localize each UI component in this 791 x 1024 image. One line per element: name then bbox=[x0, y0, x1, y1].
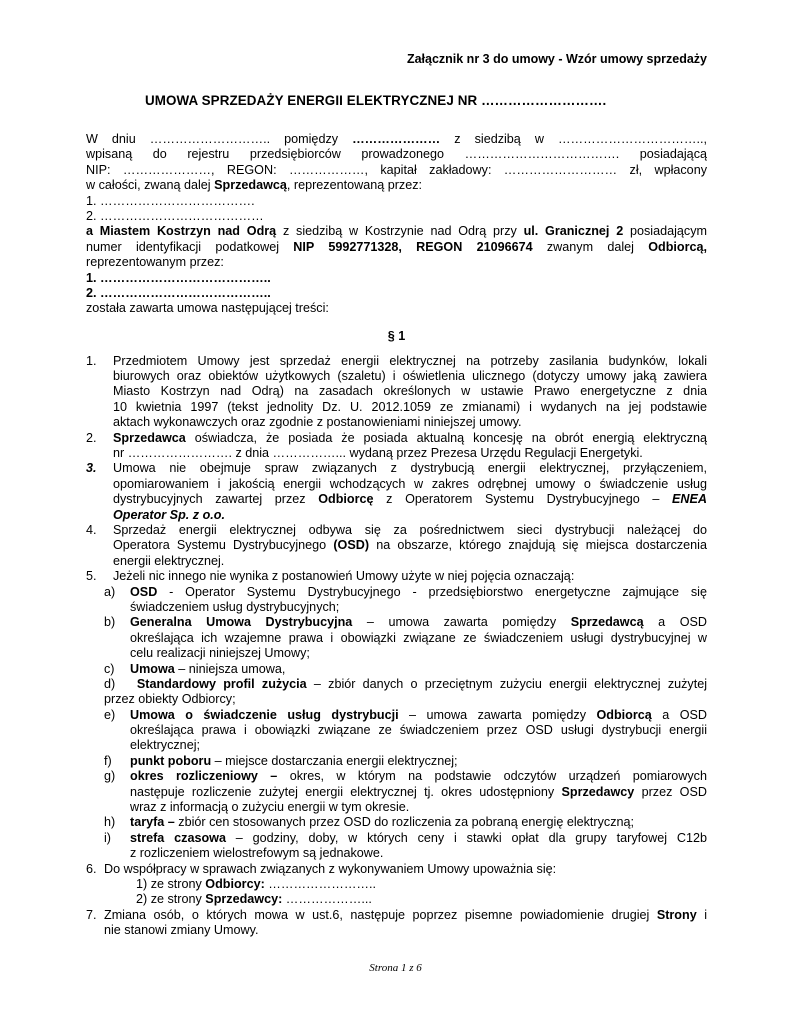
clause-number: 3. bbox=[86, 461, 97, 476]
definition-letter: e) bbox=[104, 707, 116, 722]
seller-representative-2: 2. ………………………………… bbox=[86, 208, 264, 223]
clause-number: 1. bbox=[86, 353, 97, 368]
definition-letter: h) bbox=[104, 815, 116, 830]
section-heading: § 1 bbox=[387, 328, 406, 343]
definition-a bbox=[86, 585, 707, 616]
definition-line: punkt poboru – miejsce dostarczania energii elektrycznej; bbox=[130, 753, 458, 768]
clause-5 bbox=[86, 569, 707, 584]
clauses-list bbox=[86, 354, 707, 939]
definition-line: świadczeniem usług dystrybucyjnych; bbox=[130, 599, 340, 614]
definition-line: wraz z informacją o zużyciu energii w tym okresie. bbox=[130, 800, 410, 815]
definition-h bbox=[86, 815, 707, 830]
clause-line: Sprzedawca oświadcza, że posiada że posiada aktualną koncesję na obrót energią elektryczną bbox=[113, 430, 707, 445]
page-number-footer: Strona 1 z 6 bbox=[369, 962, 422, 974]
seller-representative-1: 1. ………………………………. bbox=[86, 193, 255, 208]
definition-c bbox=[86, 662, 707, 677]
definition-line: przez obiekty Odbiorcy; bbox=[104, 692, 236, 707]
clause-3 bbox=[86, 461, 707, 523]
intro-line-8: numer identyfikacji podatkowej NIP 5992771328, REGON 21096674 zwanym dalej Odbiorcą, bbox=[86, 239, 707, 254]
clause-line: biurowych oraz obiektów użytkowych (szaletu) i oświetlenia ulicznego (dotyczy umowy jaką zawiera bbox=[113, 369, 707, 384]
clause-line: Zmiana osób, o których mowa w ust.6, następuje poprzez pisemne powiadomienie drugiej Strony i bbox=[104, 907, 707, 922]
definition-e bbox=[86, 708, 707, 754]
definition-line: taryfa – zbiór cen stosowanych przez OSD do rozliczenia za pobraną energię elektryczną; bbox=[130, 815, 635, 830]
definition-line: Generalna Umowa Dystrybucyjna – umowa zawarta pomiędzy Sprzedawcą a OSD bbox=[130, 615, 707, 630]
definition-letter: i) bbox=[104, 830, 111, 845]
clause-line: opomiarowaniem i jakością energii wchodzących w zakres odrębnej umowy o świadczenie usług bbox=[113, 476, 707, 491]
clause-number: 2. bbox=[86, 430, 97, 445]
definition-line: określająca prawa i obowiązki związane ze świadczeniem przez OSD usługi dystrybucji energii bbox=[130, 723, 707, 738]
annex-header: Załącznik nr 3 do umowy - Wzór umowy sprzedaży bbox=[406, 52, 707, 66]
definition-line: strefa czasowa – godziny, doby, w których ceny i stawki opłat dla grupy taryfowej C12b bbox=[130, 830, 707, 845]
contract-title: UMOWA SPRZEDAŻY ENERGII ELEKTRYCZNEJ NR ………………………. bbox=[145, 93, 607, 108]
definition-i bbox=[86, 831, 707, 862]
contact-person-seller: 2) ze strony Sprzedawcy: ………………... bbox=[136, 892, 372, 907]
definition-b bbox=[86, 615, 707, 661]
definition-line: następuje rozliczenie zużytej energii elektrycznej tj. okres udostępniony Sprzedawcy przez OSD bbox=[130, 784, 707, 799]
clause-line: nr ……………………. z dnia ……………... wydaną przez Prezesa Urzędu Regulacji Energetyki. bbox=[113, 446, 643, 461]
intro-line-12: została zawarta umowa następującej treści: bbox=[86, 301, 329, 316]
definition-line: określająca ich wzajemne prawa i obowiązki związane ze świadczeniem usługi dystrybucyjnej w bbox=[130, 630, 707, 645]
definition-line: celu realizacji niniejszej Umowy; bbox=[130, 646, 310, 661]
clause-number: 4. bbox=[86, 522, 97, 537]
definition-line: z rozliczeniem wielostrefowym są jednakowe. bbox=[130, 846, 384, 861]
definition-line: okres rozliczeniowy – okres, w którym na podstawie odczytów urządzeń pomiarowych bbox=[130, 769, 707, 784]
clause-line: aktach wykonawczych oraz zgodnie z postanowieniami niniejszej umowy. bbox=[113, 415, 522, 430]
definition-line: Umowa o świadczenie usług dystrybucji – umowa zawarta pomiędzy Odbiorcą a OSD bbox=[130, 707, 707, 722]
clause-line: Umowa nie obejmuje spraw związanych z dystrybucją energii elektrycznej, przyłączeniem, bbox=[113, 461, 707, 476]
clause-line: Operator Sp. z o.o. bbox=[113, 507, 225, 522]
definition-line: Umowa – niniejsza umowa, bbox=[130, 661, 286, 676]
clause-7 bbox=[86, 908, 707, 939]
intro-line-7: a Miastem Kostrzyn nad Odrą z siedzibą w Kostrzynie nad Odrą przy ul. Granicznej 2 posiadającym bbox=[86, 224, 707, 239]
buyer-representative-2: 2. ………………………………….. bbox=[86, 285, 271, 300]
clause-2 bbox=[86, 431, 707, 462]
contact-person-buyer: 1) ze strony Odbiorcy: …………………….. bbox=[136, 876, 377, 891]
definition-line: d) Standardowy profil zużycia – zbiór danych o przeciętnym zużyciu energii elektrycznej zużytej bbox=[104, 676, 707, 691]
parties-section bbox=[86, 132, 707, 317]
intro-line-4: w całości, zwaną dalej Sprzedawcą, reprezentowaną przez: bbox=[86, 178, 423, 193]
clause-line: Przedmiotem Umowy jest sprzedaż energii elektrycznej na potrzeby zasilania budynków, lokali bbox=[113, 353, 707, 368]
intro-line-9: reprezentowanym przez: bbox=[86, 255, 224, 270]
definition-line: elektrycznej; bbox=[130, 738, 200, 753]
intro-line-3: NIP: …………………, REGON: ………………, kapitał zakładowy: ……………………… zł, wpłacony bbox=[86, 162, 707, 177]
clause-6 bbox=[86, 862, 707, 908]
clause-line: Jeżeli nic innego nie wynika z postanowień Umowy użyte w niej pojęcia oznaczają: bbox=[113, 569, 575, 584]
intro-line-1: W dniu ……………………….. pomiędzy ………………… z siedzibą w …………………………….., bbox=[86, 132, 707, 146]
clause-line: Do współpracy w sprawach związanych z wykonywaniem Umowy upoważnia się: bbox=[104, 861, 557, 876]
definition-letter: a) bbox=[104, 584, 116, 599]
contract-body bbox=[86, 132, 707, 939]
intro-line-2: wpisaną do rejestru przedsiębiorców prowadzonego ………………………………. posiadającą bbox=[86, 147, 707, 162]
clause-1 bbox=[86, 354, 707, 431]
definition-letter: g) bbox=[104, 769, 116, 784]
definition-letter: c) bbox=[104, 661, 115, 676]
definition-d bbox=[86, 677, 707, 708]
clause-4 bbox=[86, 523, 707, 569]
definition-g bbox=[86, 769, 707, 815]
clause-line: nie stanowi zmiany Umowy. bbox=[104, 923, 259, 938]
definition-line: OSD - Operator Systemu Dystrybucyjnego - przedsiębiorstwo energetyczne zajmujące się bbox=[130, 584, 707, 599]
clause-number: 6. bbox=[86, 861, 97, 876]
clause-line: Sprzedaż energii elektrycznej odbywa się za pośrednictwem sieci dystrybucji należącej do bbox=[113, 522, 707, 537]
buyer-representative-1: 1. ………………………………….. bbox=[86, 270, 271, 285]
clause-line: energii elektrycznej. bbox=[113, 553, 225, 568]
clause-line: 10 kwietnia 1997 (tekst jednolity Dz. U. 2012.1059 ze zmianami) i wydanych na jej podstawie bbox=[113, 399, 707, 414]
definition-letter: f) bbox=[104, 753, 112, 768]
clause-number: 7. bbox=[86, 907, 97, 922]
clause-line: dystrybucyjnych zawartej przez Odbiorcę z Operatorem Systemu Dystrybucyjnego – ENEA bbox=[113, 492, 707, 507]
clause-number: 5. bbox=[86, 569, 97, 584]
clause-line: Miasto Kostrzyn nad Odrą) na zasadach określonych w ustawie Prawo energetyczne z dnia bbox=[113, 384, 707, 399]
clause-line: Operatora Systemu Dystrybucyjnego (OSD) na obszarze, którego znajdują się miejsca dostarczenia bbox=[113, 538, 707, 553]
definition-letter: b) bbox=[104, 615, 116, 630]
definition-f bbox=[86, 754, 707, 769]
